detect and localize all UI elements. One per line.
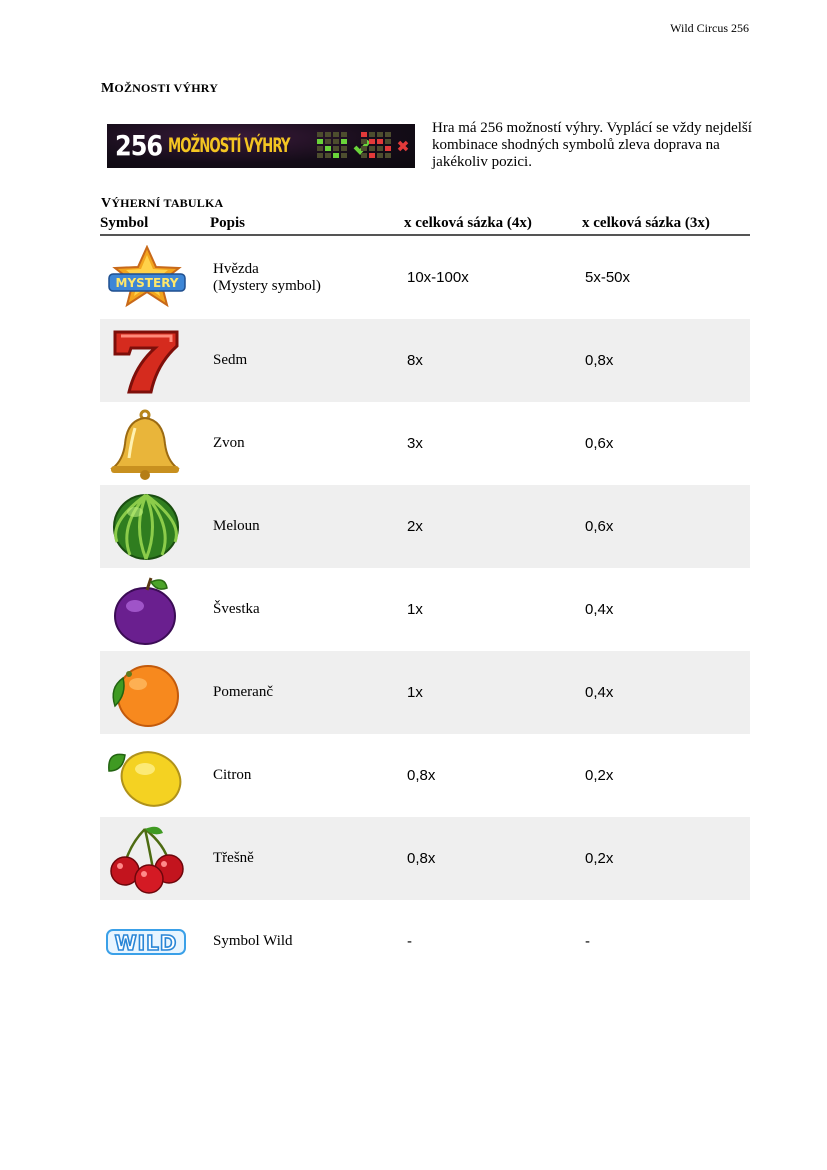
bell-icon (105, 408, 185, 480)
seven-icon (105, 326, 185, 396)
grid-cell (325, 132, 331, 137)
lemon-icon (105, 741, 185, 811)
pay-3x: 0,2x (585, 767, 614, 784)
symbol-cell (100, 734, 210, 817)
column-header-symbol: Symbol (100, 213, 210, 235)
symbol-cell (100, 485, 210, 568)
grid-cell (333, 153, 339, 158)
grid-cell (341, 146, 347, 151)
grid-cell (361, 146, 367, 151)
symbol-cell (100, 651, 210, 734)
symbol-name: Zvon (213, 435, 245, 451)
grid-cell (385, 153, 391, 158)
grid-cell (369, 146, 375, 151)
symbol-subname: (Mystery symbol) (213, 277, 321, 294)
paytable-header-row (100, 213, 750, 235)
pay-3x: 0,8x (582, 319, 750, 402)
plum-icon (105, 574, 185, 646)
pay-3x: 0,4x (585, 601, 614, 618)
paytable-section-title (101, 196, 223, 212)
ways-section-title (101, 81, 218, 97)
grid-cell (333, 132, 339, 137)
table-row (100, 734, 750, 817)
grid-cell (385, 146, 391, 151)
grid-cell (361, 132, 367, 137)
pay-3x: 0,6x (585, 435, 614, 452)
mystery-star-icon (105, 245, 189, 311)
cherries-icon (105, 823, 185, 895)
table-row (100, 235, 750, 319)
grid-cell (369, 139, 375, 144)
pay-4x: 10x-100x (407, 269, 469, 286)
table-row (100, 817, 750, 900)
grid-cell (317, 153, 323, 158)
pay-4x: 0,8x (407, 767, 436, 784)
symbol-cell (100, 319, 210, 402)
banner-grid-icons (303, 130, 413, 162)
pay-4x: 0,8x (404, 817, 582, 900)
grid-cell (317, 146, 323, 151)
grid-cell (333, 146, 339, 151)
grid-cell (369, 153, 375, 158)
symbol-cell (100, 235, 210, 319)
pay-3x: 5x-50x (585, 269, 631, 286)
symbol-name: Meloun (210, 485, 404, 568)
ways-title-rest: OŽNOSTI VÝHRY (114, 81, 219, 95)
column-header-pay-4x: x celková sázka (4x) (404, 213, 582, 235)
column-header-pay-3x: x celková sázka (3x) (582, 213, 750, 235)
grid-cell (317, 132, 323, 137)
table-row (100, 485, 750, 568)
grid-cell (325, 146, 331, 151)
pay-3x: - (585, 933, 590, 950)
grid-cell (377, 153, 383, 158)
pay-4x: 3x (407, 435, 423, 452)
grid-cell (325, 139, 331, 144)
symbol-name: Třešně (210, 817, 404, 900)
pay-4x: - (407, 933, 412, 950)
symbol-name: Hvězda (213, 260, 259, 277)
ways-grid-icon (303, 130, 413, 162)
wild-icon (105, 927, 187, 957)
symbol-name: Pomeranč (210, 651, 404, 734)
pay-4x: 1x (404, 651, 582, 734)
grid-cell (341, 153, 347, 158)
table-row (100, 402, 750, 485)
grid-cell (361, 139, 367, 144)
grid-cell (377, 139, 383, 144)
cross-icon (399, 142, 407, 150)
ways-title-initial: M (101, 81, 115, 96)
symbol-cell (100, 817, 210, 900)
ways-description: Hra má 256 možností výhry. Vyplácí se vždy nejdelší kombinace shodných symbolů zleva doprava na jakékoliv pozici. (432, 120, 752, 170)
table-row (100, 568, 750, 651)
banner-label: MOŽNOSTÍ VÝHRY (168, 134, 290, 158)
symbol-name: Citron (213, 767, 252, 783)
paytable-title-rest: ÝHERNÍ TABULKA (111, 196, 224, 210)
pay-3x: 0,2x (582, 817, 750, 900)
symbol-name: Symbol Wild (213, 933, 293, 949)
grid-cell (385, 132, 391, 137)
grid-cell (377, 146, 383, 151)
banner-number: 256 (115, 129, 163, 163)
pay-4x: 2x (404, 485, 582, 568)
column-header-description: Popis (210, 213, 404, 235)
pay-4x: 1x (407, 601, 423, 618)
pay-3x: 0,6x (582, 485, 750, 568)
symbol-cell (100, 402, 210, 485)
grid-cell (341, 139, 347, 144)
grid-cell (341, 132, 347, 137)
grid-cell (333, 139, 339, 144)
grid-cell (361, 153, 367, 158)
watermelon-icon (105, 492, 185, 562)
symbol-name: Sedm (210, 319, 404, 402)
table-row (100, 651, 750, 734)
table-row (100, 319, 750, 402)
grid-cell (325, 153, 331, 158)
grid-cell (369, 132, 375, 137)
pay-4x: 8x (404, 319, 582, 402)
symbol-cell (100, 568, 210, 651)
svg-text:WILD: WILD (114, 930, 178, 955)
symbol-name: Švestka (213, 601, 260, 617)
symbol-cell (100, 900, 210, 983)
ways-banner (107, 124, 415, 168)
pay-3x: 0,4x (582, 651, 750, 734)
document-header-title: Wild Circus 256 (670, 21, 749, 35)
orange-icon (105, 658, 185, 728)
table-row (100, 900, 750, 983)
grid-cell (317, 139, 323, 144)
svg-text:MYSTERY: MYSTERY (115, 275, 179, 290)
grid-cell (385, 139, 391, 144)
grid-cell (377, 132, 383, 137)
paytable (100, 213, 750, 983)
paytable-title-initial: V (101, 196, 112, 211)
